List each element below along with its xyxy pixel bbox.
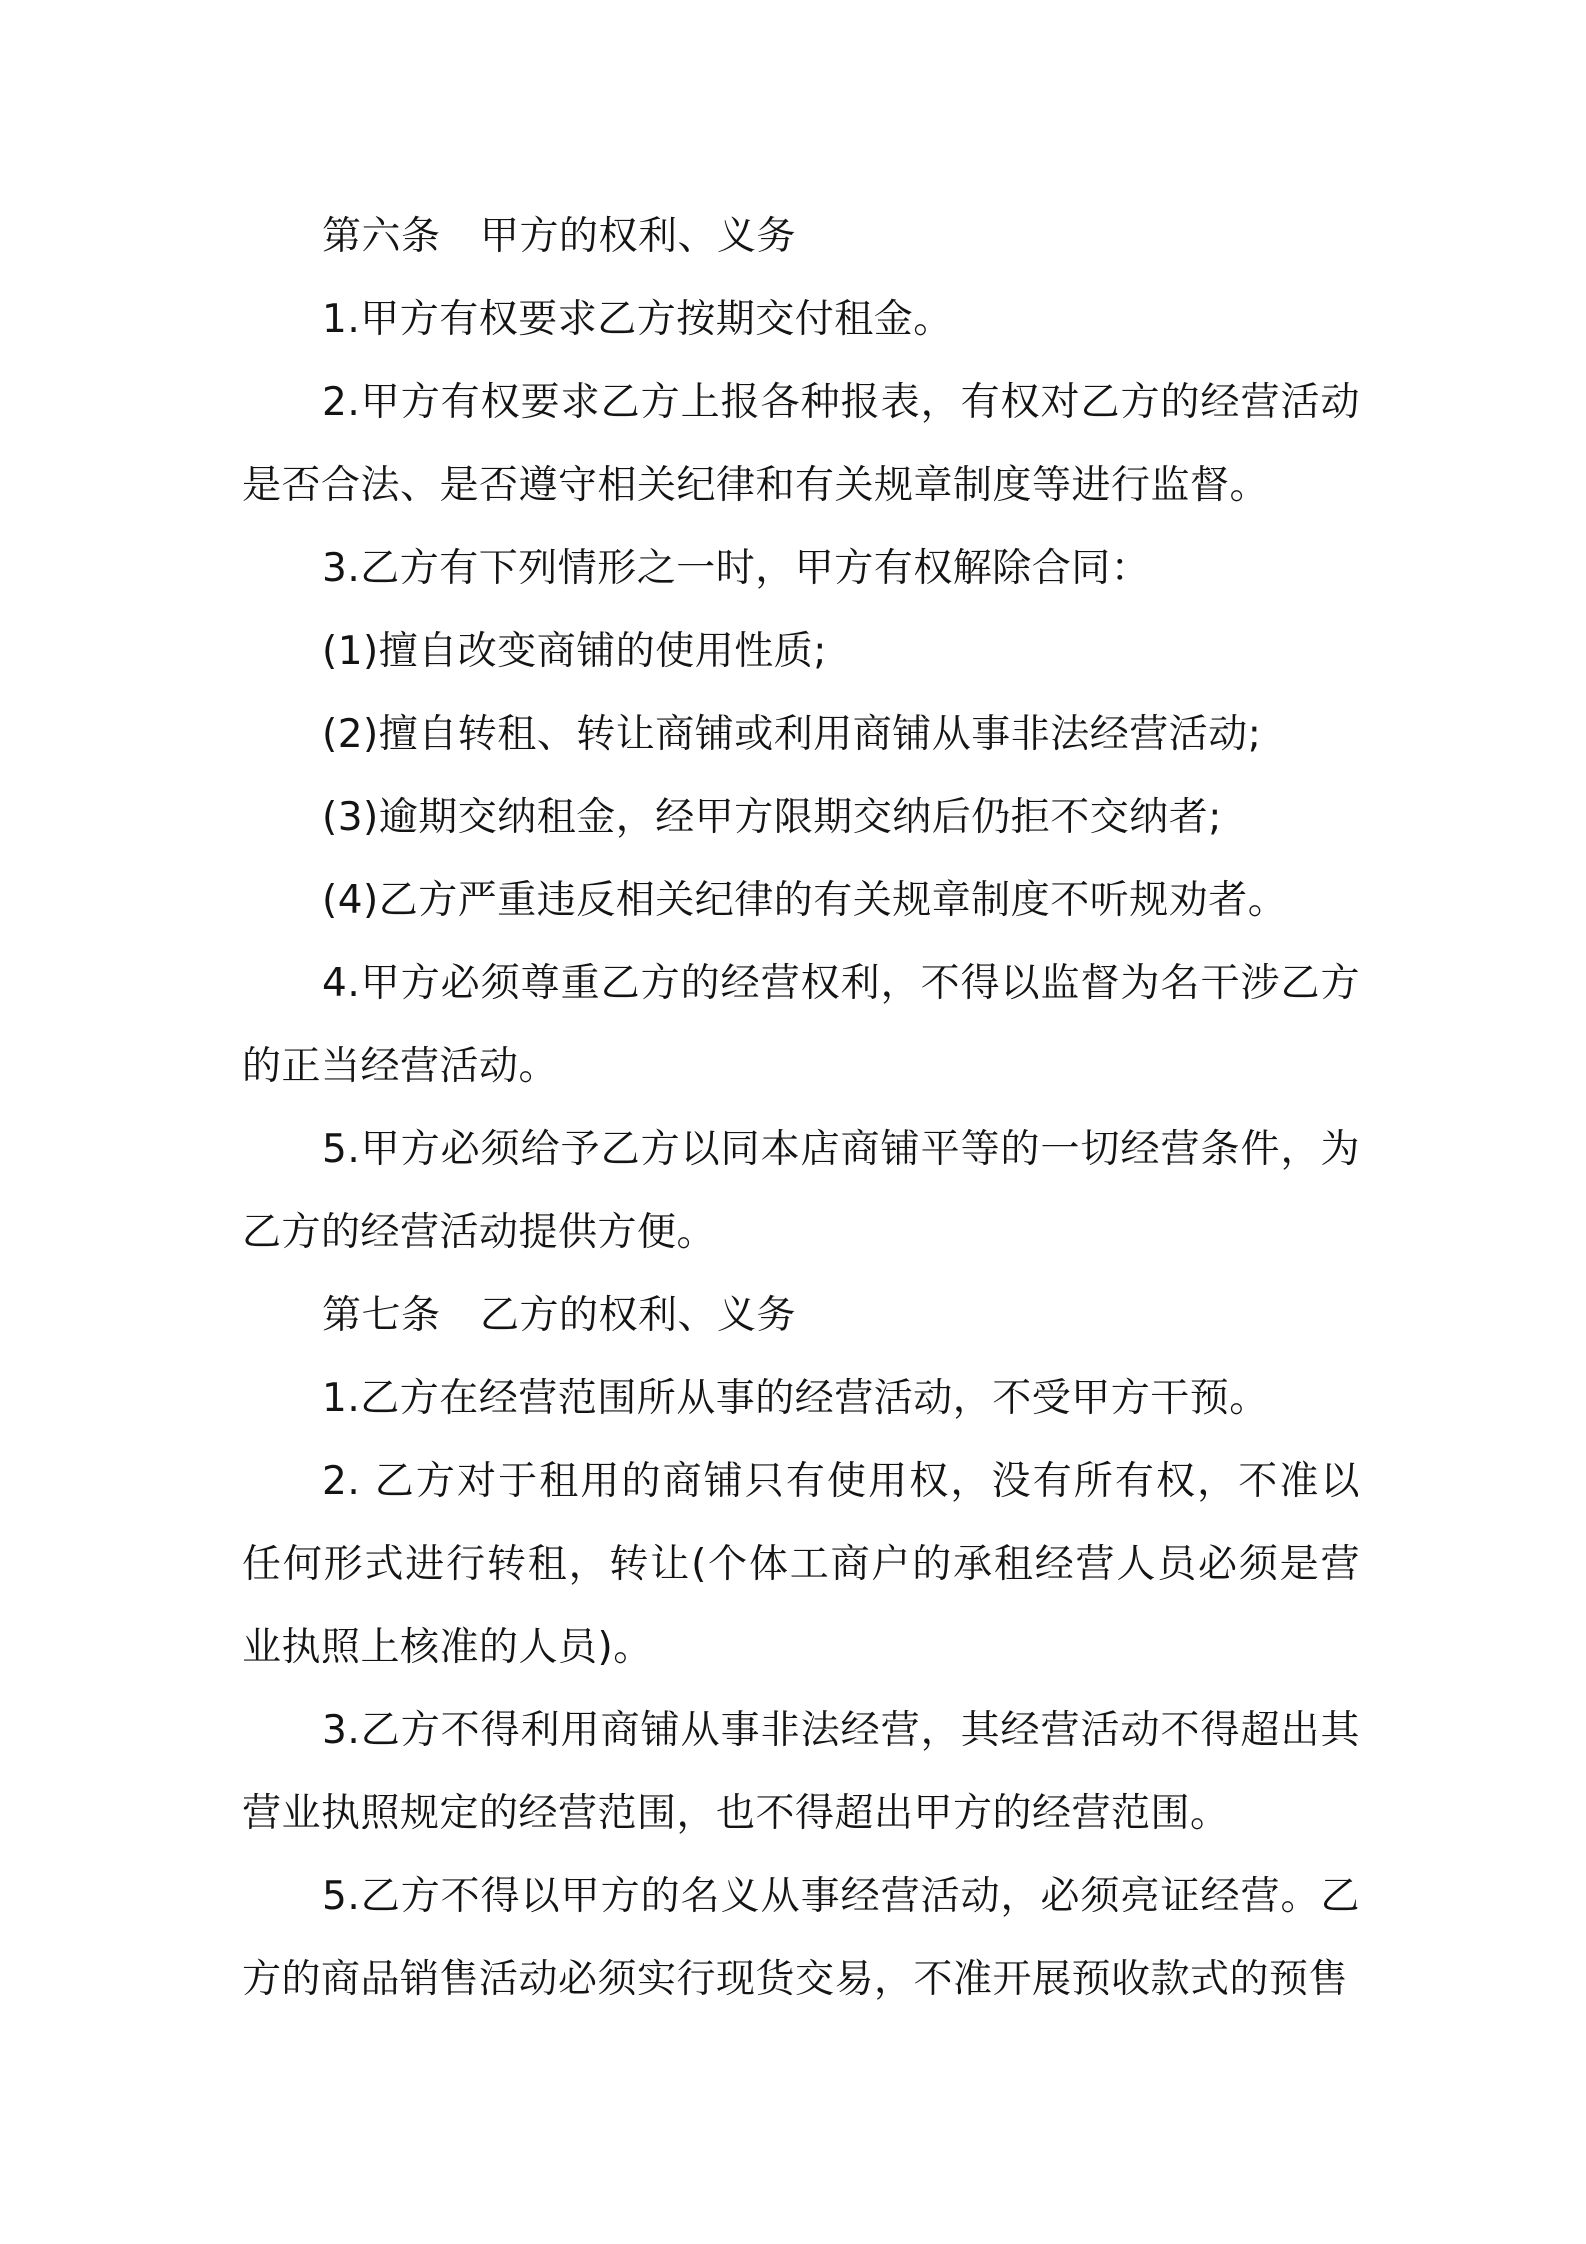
article-6-clause-5: 5.甲方必须给予乙方以同本店商铺平等的一切经营条件，为乙方的经营活动提供方便。 xyxy=(242,1127,1360,1255)
article-7-clause-1: 1.乙方在经营范围所从事的经营活动，不受甲方干预。 xyxy=(322,1376,1269,1421)
article-6-clause-3-item-4: (4)乙方严重违反相关纪律的有关规章制度不听规劝者。 xyxy=(322,878,1288,923)
article-6-heading: 第六条 甲方的权利、义务 xyxy=(322,214,797,259)
article-6-clause-2: 2.甲方有权要求乙方上报各种报表，有权对乙方的经营活动是否合法、是否遵守相关纪律和有关规章制度等进行监督。 xyxy=(242,380,1360,508)
article-6-clause-3-item-2: (2)擅自转租、转让商铺或利用商铺从事非法经营活动; xyxy=(322,712,1262,757)
article-7-clause-5: 5.乙方不得以甲方的名义从事经营活动，必须亮证经营。乙方的商品销售活动必须实行现货交易，不准开展预收款式的预售 xyxy=(242,1874,1360,2002)
article-6-clause-3-item-1: (1)擅自改变商铺的使用性质; xyxy=(322,629,827,674)
article-7-heading: 第七条 乙方的权利、义务 xyxy=(322,1293,797,1338)
article-7-clause-3: 3.乙方不得利用商铺从事非法经营，其经营活动不得超出其营业执照规定的经营范围，也不得超出甲方的经营范围。 xyxy=(242,1708,1360,1836)
article-6-clause-3-item-3: (3)逾期交纳租金，经甲方限期交纳后仍拒不交纳者; xyxy=(322,795,1222,840)
document-page xyxy=(242,195,1360,2021)
article-7-clause-2: 2. 乙方对于租用的商铺只有使用权，没有所有权，不准以任何形式进行转租，转让(个体工商户的承租经营人员必须是营业执照上核准的人员)。 xyxy=(242,1459,1360,1670)
article-6-clause-3: 3.乙方有下列情形之一时，甲方有权解除合同： xyxy=(322,546,1151,591)
article-6-clause-4: 4.甲方必须尊重乙方的经营权利，不得以监督为名干涉乙方的正当经营活动。 xyxy=(242,961,1360,1089)
article-6-clause-1: 1.甲方有权要求乙方按期交付租金。 xyxy=(322,297,953,342)
